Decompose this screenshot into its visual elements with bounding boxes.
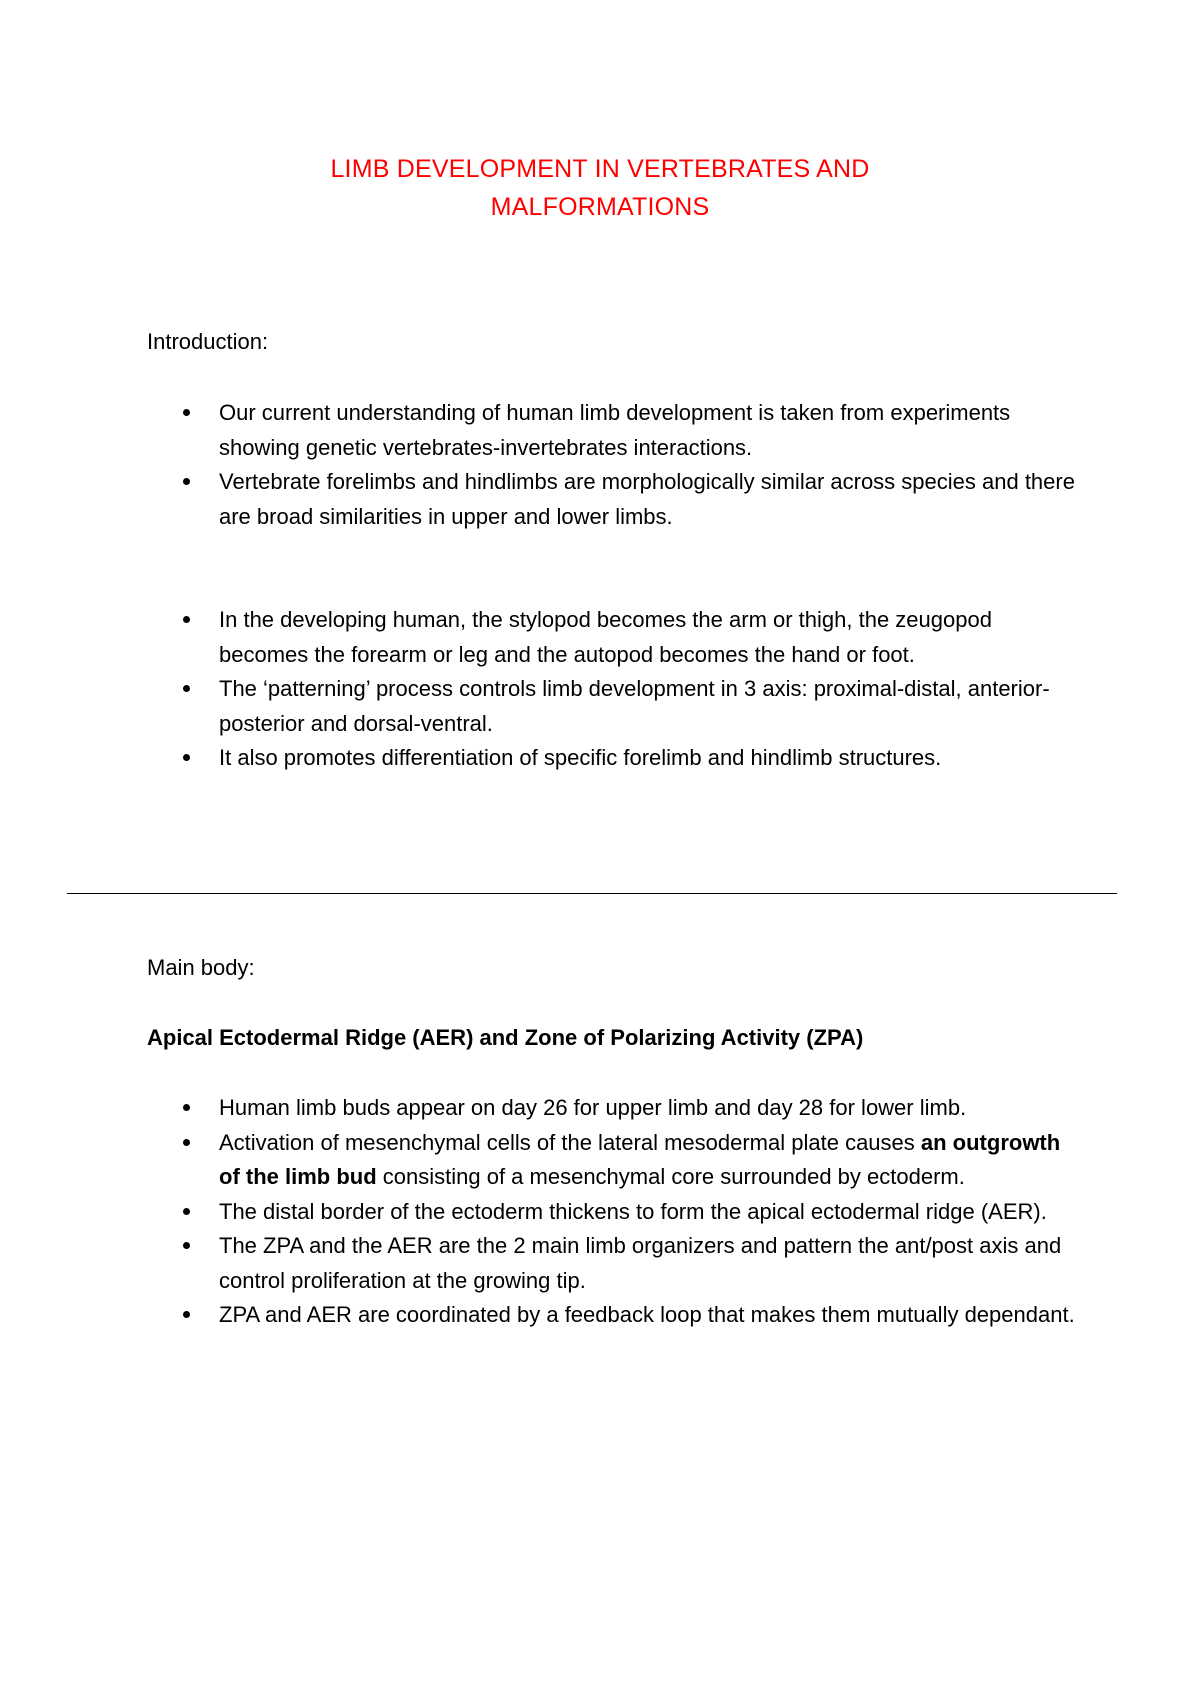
list-item-text: The ‘patterning’ process controls limb development in 3 axis: proximal-distal, anterior-posterior and dorsal-ventral.: [219, 676, 1050, 736]
bullet-icon: [183, 685, 190, 692]
list-item: [0, 465, 1079, 534]
list-item: [0, 1091, 1079, 1126]
list-item-text: Our current understanding of human limb development is taken from experiments showing genetic vertebrates-invertebrates interactions.: [219, 400, 1011, 460]
main-body-list: [0, 1091, 1200, 1333]
bullet-icon: [183, 409, 190, 416]
list-item-text: Human limb buds appear on day 26 for upper limb and day 28 for lower limb.: [219, 1095, 967, 1120]
section-subheading: Apical Ectodermal Ridge (AER) and Zone of Polarizing Activity (ZPA): [147, 1025, 864, 1050]
list-item-text-end: consisting of a mesenchymal core surrounded by ectoderm.: [376, 1164, 965, 1189]
title-line-2: MALFORMATIONS: [490, 193, 710, 221]
emphasis-text: an outgrowth of the limb bud: [219, 1129, 1061, 1189]
introduction-list-2: [0, 603, 1200, 776]
section-divider: [67, 893, 1117, 894]
list-item: [0, 1126, 1079, 1195]
list-item-text: The ZPA and the AER are the 2 main limb organizers and pattern the ant/post axis and control proliferation at the growing tip.: [219, 1233, 1062, 1293]
bullet-icon: [183, 1139, 190, 1146]
list-item: [0, 1229, 1079, 1298]
bullet-icon: [183, 478, 190, 485]
introduction-list-1: [0, 396, 1200, 534]
list-item-text: In the developing human, the stylopod becomes the arm or thigh, the zeugopod becomes the forearm or leg and the autopod becomes the hand or foot.: [219, 607, 992, 667]
list-item-text: The distal border of the ectoderm thickens to form the apical ectodermal ridge (AER).: [219, 1198, 1047, 1224]
list-item: [0, 396, 1079, 465]
list-item-text: Vertebrate forelimbs and hindlimbs are morphologically similar across species and there are broad similarities in upper and lower limbs.: [219, 469, 1075, 529]
bullet-icon: [183, 1208, 190, 1215]
bullet-icon: [183, 754, 190, 761]
list-item: [0, 1298, 1079, 1333]
document-title: [0, 150, 1200, 226]
introduction-heading: Introduction:: [147, 329, 269, 354]
list-item: [0, 741, 1079, 776]
bullet-icon: [183, 1242, 190, 1249]
main-body-heading: Main body:: [147, 955, 255, 980]
list-item: [0, 1195, 1079, 1230]
list-item: [0, 672, 1079, 741]
bullet-icon: [183, 1311, 190, 1318]
title-line-1: LIMB DEVELOPMENT IN VERTEBRATES AND: [330, 155, 870, 183]
bullet-icon: [183, 616, 190, 623]
list-item-text: [219, 1130, 1060, 1190]
list-item-text: ZPA and AER are coordinated by a feedback loop that makes them mutually dependant.: [219, 1302, 1075, 1327]
list-item-text-start: Activation of mesenchymal cells of the lateral mesodermal plate causes: [219, 1129, 921, 1155]
bullet-icon: [183, 1104, 190, 1111]
list-item: [0, 603, 1079, 672]
list-item-text: It also promotes differentiation of specific forelimb and hindlimb structures.: [219, 745, 942, 770]
